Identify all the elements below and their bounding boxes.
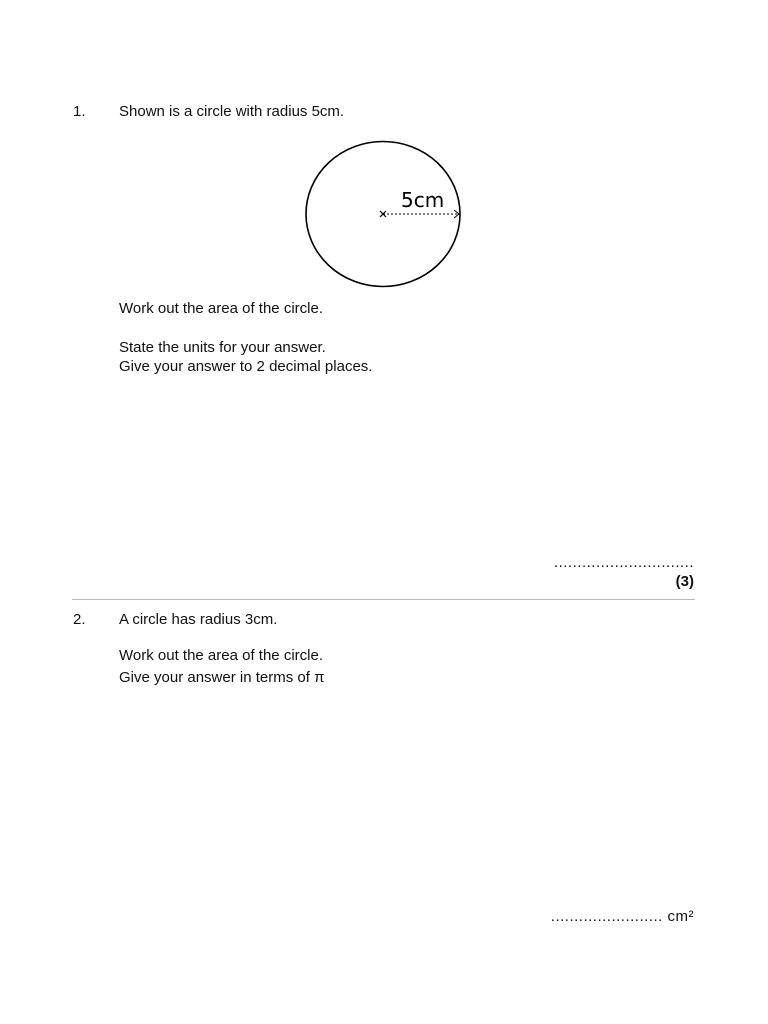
question-2-answer [551, 908, 694, 925]
question-1-instruction-units: State the units for your answer. [119, 339, 326, 356]
question-2-instruction-pi: Give your answer in terms of π [119, 669, 325, 686]
question-1-instruction-area: Work out the area of the circle. [119, 300, 323, 317]
question-2-instruction-area: Work out the area of the circle. [119, 647, 323, 664]
question-2-answer-unit: cm² [667, 908, 694, 925]
question-1-number: 1. [73, 103, 86, 120]
radius-label: 5cm [401, 188, 445, 212]
centre-mark [380, 211, 386, 217]
question-2-answer-line[interactable]: ........................ [550, 908, 663, 925]
question-1-prompt: Shown is a circle with radius 5cm. [119, 103, 345, 120]
question-1-marks: (3) [675, 573, 694, 590]
question-divider [72, 599, 695, 600]
circle-diagram [300, 138, 470, 293]
question-1-answer-line[interactable]: .............................. [553, 554, 694, 571]
question-2-number: 2. [73, 611, 86, 628]
question-2-prompt: A circle has radius 3cm. [119, 611, 278, 628]
question-1-instruction-decimals: Give your answer to 2 decimal places. [119, 358, 373, 375]
